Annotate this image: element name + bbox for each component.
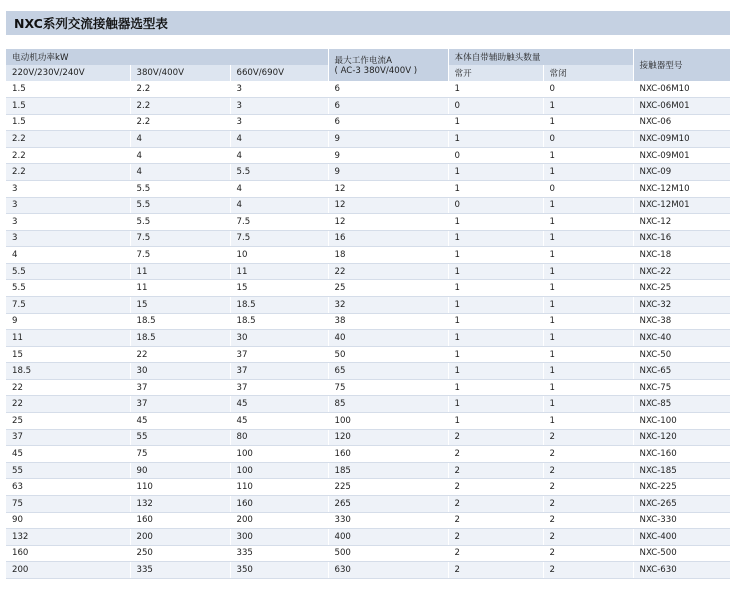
model-cell: NXC-330 (633, 512, 730, 529)
power-220v-cell: 2.2 (6, 147, 130, 164)
model-cell: NXC-65 (633, 363, 730, 380)
normally-closed-cell: 1 (543, 214, 633, 231)
model-cell: NXC-500 (633, 545, 730, 562)
power-220v-cell: 5.5 (6, 263, 130, 280)
power-380v-cell: 4 (130, 164, 230, 181)
model-cell: NXC-06 (633, 114, 730, 131)
power-220v-cell: 2.2 (6, 164, 130, 181)
normally-closed-cell: 2 (543, 429, 633, 446)
model-cell: NXC-75 (633, 379, 730, 396)
table-row (6, 98, 730, 115)
power-380v-cell: 5.5 (130, 214, 230, 231)
model-cell: NXC-12M01 (633, 197, 730, 214)
power-380v-cell: 55 (130, 429, 230, 446)
max-current-cell: 12 (328, 214, 448, 231)
normally-closed-cell: 2 (543, 512, 633, 529)
power-660v-cell: 18.5 (230, 297, 328, 314)
power-660v-cell: 5.5 (230, 164, 328, 181)
power-220v-cell: 1.5 (6, 81, 130, 98)
model-cell: NXC-265 (633, 495, 730, 512)
table-row (6, 495, 730, 512)
normally-open-cell: 2 (448, 462, 543, 479)
selection-table (6, 49, 730, 579)
normally-closed-cell: 1 (543, 263, 633, 280)
power-660v-cell: 4 (230, 147, 328, 164)
power-220v-cell: 2.2 (6, 131, 130, 148)
power-380v-cell: 200 (130, 529, 230, 546)
max-current-cell: 85 (328, 396, 448, 413)
table-row (6, 330, 730, 347)
max-current-cell: 12 (328, 197, 448, 214)
max-current-cell: 400 (328, 529, 448, 546)
max-current-cell: 120 (328, 429, 448, 446)
power-380v-cell: 2.2 (130, 98, 230, 115)
power-220v-cell: 160 (6, 545, 130, 562)
power-380v-cell: 335 (130, 562, 230, 579)
power-380v-cell: 18.5 (130, 330, 230, 347)
power-660v-cell: 30 (230, 330, 328, 347)
max-current-cell: 9 (328, 131, 448, 148)
power-660v-cell: 37 (230, 363, 328, 380)
power-660v-cell: 110 (230, 479, 328, 496)
model-cell: NXC-18 (633, 247, 730, 264)
table-row (6, 114, 730, 131)
model-cell: NXC-09 (633, 164, 730, 181)
header-voltage-380: 380V/400V (130, 65, 230, 81)
table-row (6, 379, 730, 396)
max-current-cell: 22 (328, 263, 448, 280)
power-660v-cell: 15 (230, 280, 328, 297)
power-660v-cell: 300 (230, 529, 328, 546)
power-380v-cell: 4 (130, 131, 230, 148)
normally-open-cell: 1 (448, 81, 543, 98)
power-660v-cell: 100 (230, 446, 328, 463)
power-660v-cell: 160 (230, 495, 328, 512)
model-cell: NXC-160 (633, 446, 730, 463)
normally-open-cell: 2 (448, 446, 543, 463)
max-current-cell: 25 (328, 280, 448, 297)
table-row (6, 214, 730, 231)
table-row (6, 446, 730, 463)
power-660v-cell: 7.5 (230, 214, 328, 231)
model-cell: NXC-09M01 (633, 147, 730, 164)
table-row (6, 147, 730, 164)
header-power: 电动机功率kW (6, 49, 328, 65)
max-current-cell: 65 (328, 363, 448, 380)
max-current-cell: 6 (328, 98, 448, 115)
power-660v-cell: 80 (230, 429, 328, 446)
power-660v-cell: 200 (230, 512, 328, 529)
power-380v-cell: 7.5 (130, 230, 230, 247)
normally-open-cell: 1 (448, 313, 543, 330)
power-220v-cell: 3 (6, 230, 130, 247)
power-220v-cell: 5.5 (6, 280, 130, 297)
power-660v-cell: 335 (230, 545, 328, 562)
power-380v-cell: 75 (130, 446, 230, 463)
header-normally-open: 常开 (448, 65, 543, 81)
normally-open-cell: 1 (448, 396, 543, 413)
power-660v-cell: 10 (230, 247, 328, 264)
normally-open-cell: 1 (448, 180, 543, 197)
power-220v-cell: 1.5 (6, 114, 130, 131)
power-220v-cell: 18.5 (6, 363, 130, 380)
max-current-cell: 38 (328, 313, 448, 330)
power-220v-cell: 37 (6, 429, 130, 446)
max-current-cell: 75 (328, 379, 448, 396)
model-cell: NXC-38 (633, 313, 730, 330)
normally-open-cell: 1 (448, 214, 543, 231)
normally-closed-cell: 1 (543, 330, 633, 347)
normally-open-cell: 1 (448, 413, 543, 430)
normally-open-cell: 2 (448, 429, 543, 446)
normally-open-cell: 2 (448, 529, 543, 546)
table-row (6, 545, 730, 562)
power-380v-cell: 250 (130, 545, 230, 562)
normally-open-cell: 1 (448, 230, 543, 247)
power-220v-cell: 75 (6, 495, 130, 512)
power-220v-cell: 1.5 (6, 98, 130, 115)
power-220v-cell: 7.5 (6, 297, 130, 314)
normally-closed-cell: 1 (543, 147, 633, 164)
model-cell: NXC-06M10 (633, 81, 730, 98)
table-body (6, 81, 730, 578)
normally-open-cell: 1 (448, 164, 543, 181)
table-row (6, 562, 730, 579)
max-current-cell: 6 (328, 114, 448, 131)
power-380v-cell: 4 (130, 147, 230, 164)
normally-closed-cell: 1 (543, 230, 633, 247)
power-380v-cell: 18.5 (130, 313, 230, 330)
power-220v-cell: 45 (6, 446, 130, 463)
power-660v-cell: 45 (230, 396, 328, 413)
normally-open-cell: 0 (448, 197, 543, 214)
model-cell: NXC-630 (633, 562, 730, 579)
model-cell: NXC-120 (633, 429, 730, 446)
power-220v-cell: 132 (6, 529, 130, 546)
normally-open-cell: 1 (448, 330, 543, 347)
model-cell: NXC-16 (633, 230, 730, 247)
max-current-cell: 40 (328, 330, 448, 347)
normally-closed-cell: 0 (543, 81, 633, 98)
normally-open-cell: 1 (448, 346, 543, 363)
normally-open-cell: 1 (448, 114, 543, 131)
title-bar (6, 11, 730, 35)
header-current-label: 最大工作电流A (334, 56, 392, 66)
model-cell: NXC-25 (633, 280, 730, 297)
power-660v-cell: 37 (230, 346, 328, 363)
power-660v-cell: 4 (230, 180, 328, 197)
power-220v-cell: 3 (6, 180, 130, 197)
normally-open-cell: 2 (448, 545, 543, 562)
max-current-cell: 12 (328, 180, 448, 197)
max-current-cell: 185 (328, 462, 448, 479)
model-cell: NXC-22 (633, 263, 730, 280)
table-row (6, 363, 730, 380)
power-380v-cell: 5.5 (130, 197, 230, 214)
normally-closed-cell: 1 (543, 114, 633, 131)
power-380v-cell: 37 (130, 379, 230, 396)
max-current-cell: 630 (328, 562, 448, 579)
normally-open-cell: 1 (448, 247, 543, 264)
max-current-cell: 6 (328, 81, 448, 98)
max-current-cell: 100 (328, 413, 448, 430)
normally-closed-cell: 2 (543, 495, 633, 512)
normally-closed-cell: 2 (543, 462, 633, 479)
power-220v-cell: 63 (6, 479, 130, 496)
max-current-cell: 50 (328, 346, 448, 363)
normally-closed-cell: 1 (543, 164, 633, 181)
table-row (6, 346, 730, 363)
normally-open-cell: 1 (448, 131, 543, 148)
table-row (6, 297, 730, 314)
power-660v-cell: 45 (230, 413, 328, 430)
model-cell: NXC-12 (633, 214, 730, 231)
header-aux-contacts: 本体自带辅助触头数量 (448, 49, 633, 65)
table-row (6, 230, 730, 247)
normally-open-cell: 1 (448, 263, 543, 280)
table-row (6, 313, 730, 330)
normally-closed-cell: 1 (543, 313, 633, 330)
power-220v-cell: 22 (6, 396, 130, 413)
normally-closed-cell: 1 (543, 379, 633, 396)
table-row (6, 263, 730, 280)
power-220v-cell: 15 (6, 346, 130, 363)
normally-open-cell: 2 (448, 512, 543, 529)
power-380v-cell: 7.5 (130, 247, 230, 264)
table-row (6, 180, 730, 197)
header-voltage-220: 220V/230V/240V (6, 65, 130, 81)
power-380v-cell: 11 (130, 280, 230, 297)
normally-open-cell: 0 (448, 147, 543, 164)
model-cell: NXC-225 (633, 479, 730, 496)
table-row (6, 529, 730, 546)
power-380v-cell: 2.2 (130, 114, 230, 131)
power-220v-cell: 200 (6, 562, 130, 579)
normally-closed-cell: 1 (543, 197, 633, 214)
model-cell: NXC-50 (633, 346, 730, 363)
power-660v-cell: 4 (230, 197, 328, 214)
power-220v-cell: 4 (6, 247, 130, 264)
table-row (6, 479, 730, 496)
power-380v-cell: 160 (130, 512, 230, 529)
max-current-cell: 32 (328, 297, 448, 314)
power-660v-cell: 37 (230, 379, 328, 396)
table-row (6, 197, 730, 214)
power-380v-cell: 22 (130, 346, 230, 363)
max-current-cell: 160 (328, 446, 448, 463)
normally-closed-cell: 2 (543, 446, 633, 463)
normally-open-cell: 1 (448, 379, 543, 396)
table-row (6, 462, 730, 479)
normally-open-cell: 2 (448, 495, 543, 512)
power-660v-cell: 4 (230, 131, 328, 148)
model-cell: NXC-09M10 (633, 131, 730, 148)
normally-closed-cell: 2 (543, 562, 633, 579)
max-current-cell: 16 (328, 230, 448, 247)
table-row (6, 413, 730, 430)
header-current-sub: ( AC-3 380V/400V ) (334, 66, 418, 76)
power-660v-cell: 100 (230, 462, 328, 479)
power-220v-cell: 22 (6, 379, 130, 396)
normally-open-cell: 1 (448, 280, 543, 297)
normally-closed-cell: 1 (543, 396, 633, 413)
model-cell: NXC-85 (633, 396, 730, 413)
table-row (6, 429, 730, 446)
max-current-cell: 330 (328, 512, 448, 529)
table-row (6, 164, 730, 181)
header-row-1 (6, 49, 730, 65)
normally-open-cell: 1 (448, 297, 543, 314)
power-220v-cell: 3 (6, 197, 130, 214)
header-voltage-660: 660V/690V (230, 65, 328, 81)
power-380v-cell: 11 (130, 263, 230, 280)
header-model: 接触器型号 (633, 49, 730, 81)
model-cell: NXC-40 (633, 330, 730, 347)
table-row (6, 247, 730, 264)
normally-closed-cell: 1 (543, 297, 633, 314)
power-220v-cell: 25 (6, 413, 130, 430)
power-220v-cell: 55 (6, 462, 130, 479)
power-220v-cell: 90 (6, 512, 130, 529)
max-current-cell: 9 (328, 147, 448, 164)
normally-open-cell: 0 (448, 98, 543, 115)
model-cell: NXC-32 (633, 297, 730, 314)
normally-closed-cell: 1 (543, 98, 633, 115)
power-660v-cell: 3 (230, 98, 328, 115)
normally-open-cell: 2 (448, 562, 543, 579)
model-cell: NXC-185 (633, 462, 730, 479)
normally-open-cell: 2 (448, 479, 543, 496)
power-220v-cell: 9 (6, 313, 130, 330)
max-current-cell: 225 (328, 479, 448, 496)
header-normally-closed: 常闭 (543, 65, 633, 81)
power-660v-cell: 11 (230, 263, 328, 280)
normally-closed-cell: 2 (543, 479, 633, 496)
power-380v-cell: 132 (130, 495, 230, 512)
normally-closed-cell: 1 (543, 363, 633, 380)
power-380v-cell: 37 (130, 396, 230, 413)
power-660v-cell: 18.5 (230, 313, 328, 330)
max-current-cell: 500 (328, 545, 448, 562)
normally-closed-cell: 1 (543, 346, 633, 363)
normally-open-cell: 1 (448, 363, 543, 380)
power-380v-cell: 90 (130, 462, 230, 479)
power-660v-cell: 3 (230, 114, 328, 131)
max-current-cell: 265 (328, 495, 448, 512)
table-row (6, 280, 730, 297)
normally-closed-cell: 0 (543, 131, 633, 148)
max-current-cell: 9 (328, 164, 448, 181)
header-current (328, 49, 448, 81)
power-380v-cell: 5.5 (130, 180, 230, 197)
power-380v-cell: 45 (130, 413, 230, 430)
model-cell: NXC-100 (633, 413, 730, 430)
normally-closed-cell: 0 (543, 180, 633, 197)
model-cell: NXC-12M10 (633, 180, 730, 197)
power-220v-cell: 11 (6, 330, 130, 347)
power-660v-cell: 350 (230, 562, 328, 579)
normally-closed-cell: 1 (543, 247, 633, 264)
power-660v-cell: 3 (230, 81, 328, 98)
power-380v-cell: 15 (130, 297, 230, 314)
normally-closed-cell: 2 (543, 545, 633, 562)
power-380v-cell: 110 (130, 479, 230, 496)
table-row (6, 131, 730, 148)
table-row (6, 512, 730, 529)
normally-closed-cell: 1 (543, 413, 633, 430)
table-row (6, 81, 730, 98)
table-row (6, 396, 730, 413)
normally-closed-cell: 1 (543, 280, 633, 297)
power-380v-cell: 2.2 (130, 81, 230, 98)
normally-closed-cell: 2 (543, 529, 633, 546)
page-title: NXC系列交流接触器选型表 (14, 16, 168, 31)
power-660v-cell: 7.5 (230, 230, 328, 247)
model-cell: NXC-400 (633, 529, 730, 546)
power-380v-cell: 30 (130, 363, 230, 380)
power-220v-cell: 3 (6, 214, 130, 231)
max-current-cell: 18 (328, 247, 448, 264)
model-cell: NXC-06M01 (633, 98, 730, 115)
